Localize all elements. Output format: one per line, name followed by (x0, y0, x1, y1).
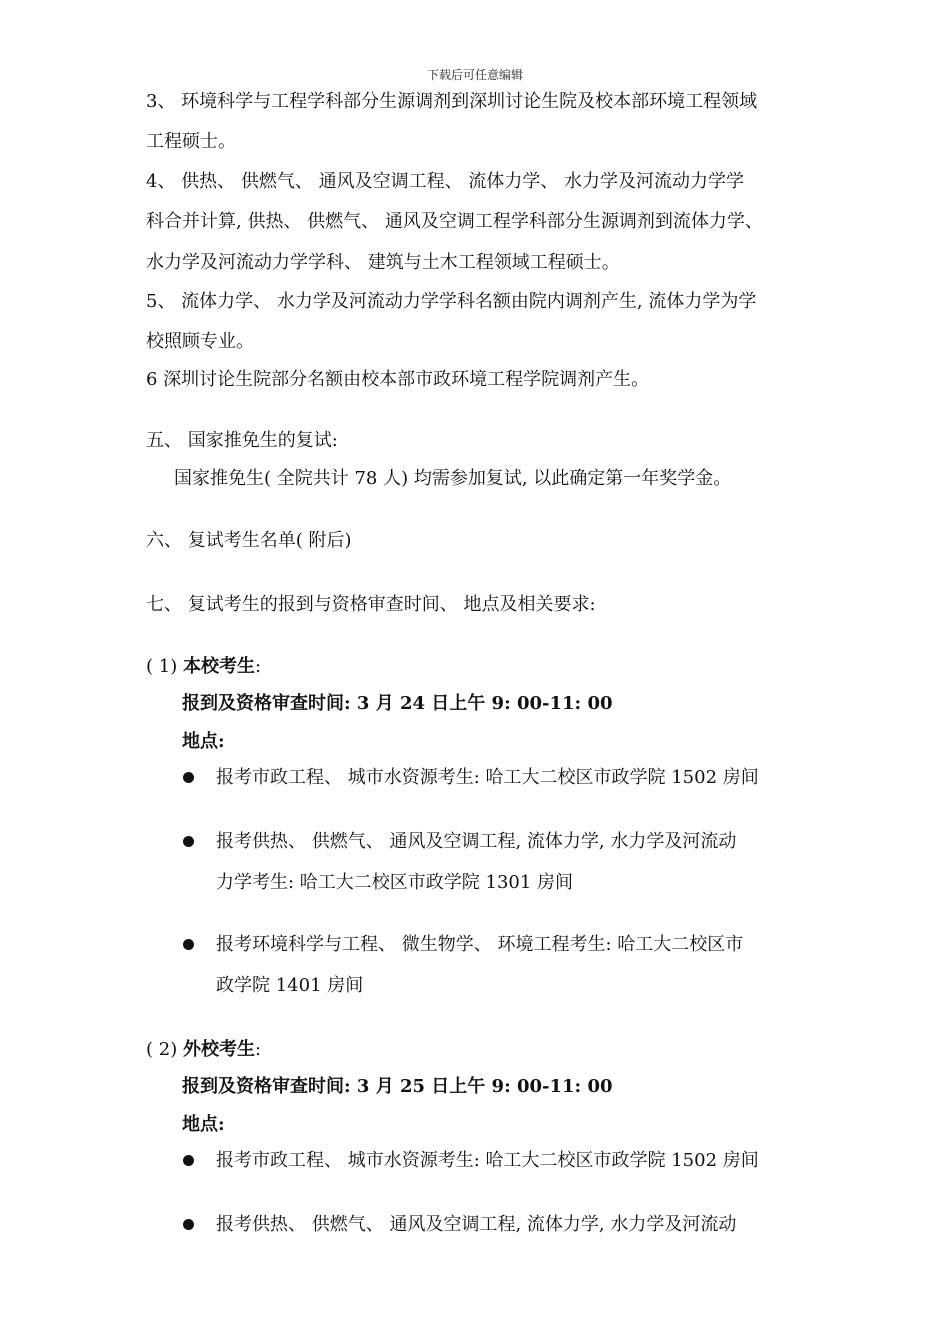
item-3-line-2: 工程硕士。 (146, 131, 236, 152)
local-bullet-1: 报考市政工程、 城市水资源考生: 哈工大二校区市政学院 1502 房间 (216, 767, 759, 788)
section-5-body: 国家推免生( 全院共计 78 人) 均需参加复试, 以此确定第一年奖学金。 (174, 468, 732, 489)
item-6-line-1: 6 深圳讨论生院部分名额由校本部市政环境工程学院调剂产生。 (146, 369, 650, 390)
bullet-icon (183, 1219, 194, 1230)
bullet-icon (183, 836, 194, 847)
external-place-label: 地点: (182, 1114, 225, 1135)
item-4-line-1: 4、 供热、 供燃气、 通风及空调工程、 流体力学、 水力学及河流动力学学 (146, 171, 745, 192)
local-bullet-3-line-1: 报考环境科学与工程、 微生物学、 环境工程考生: 哈工大二校区市 (216, 934, 744, 955)
bullet-icon (183, 1155, 194, 1166)
local-bullet-3-line-2: 政学院 1401 房间 (216, 975, 364, 996)
local-bullet-2-line-1: 报考供热、 供燃气、 通风及空调工程, 流体力学, 水力学及河流动 (216, 831, 737, 852)
section-7-heading: 七、 复试考生的报到与资格审查时间、 地点及相关要求: (146, 594, 596, 615)
local-time: 报到及资格审查时间: 3 月 24 日上午 9: 00-11: 00 (182, 693, 613, 714)
external-bullet-2-line-1: 报考供热、 供燃气、 通风及空调工程, 流体力学, 水力学及河流动 (216, 1214, 737, 1235)
local-heading (146, 655, 261, 679)
item-3-line-1: 3、 环境科学与工程学科部分生源调剂到深圳讨论生院及校本部环境工程领域 (146, 91, 758, 112)
local-colon: : (254, 656, 262, 677)
external-prefix: ( 2) (146, 1039, 178, 1060)
external-bullet-1: 报考市政工程、 城市水资源考生: 哈工大二校区市政学院 1502 房间 (216, 1150, 759, 1171)
item-4-line-2: 科合并计算, 供热、 供燃气、 通风及空调工程学科部分生源调剂到流体力学、 (146, 211, 763, 232)
item-5-line-2: 校照顾专业。 (146, 331, 254, 352)
local-place-label: 地点: (182, 731, 225, 752)
local-prefix: ( 1) (146, 656, 178, 677)
external-title: 外校考生 (182, 1039, 255, 1060)
local-bullet-2-line-2: 力学考生: 哈工大二校区市政学院 1301 房间 (216, 872, 574, 893)
external-colon: : (254, 1039, 262, 1060)
item-5-line-1: 5、 流体力学、 水力学及河流动力学学科名额由院内调剂产生, 流体力学为学 (146, 291, 757, 312)
external-time: 报到及资格审查时间: 3 月 25 日上午 9: 00-11: 00 (182, 1076, 613, 1097)
header-note: 下载后可任意编辑 (426, 68, 523, 82)
bullet-icon (183, 772, 194, 783)
external-heading (146, 1038, 261, 1062)
bullet-icon (183, 939, 194, 950)
local-title: 本校考生 (182, 656, 255, 677)
section-6-heading: 六、 复试考生名单( 附后) (146, 530, 352, 551)
item-4-line-3: 水力学及河流动力学学科、 建筑与土木工程领域工程硕士。 (146, 252, 620, 273)
section-5-heading: 五、 国家推免生的复试: (146, 430, 338, 451)
